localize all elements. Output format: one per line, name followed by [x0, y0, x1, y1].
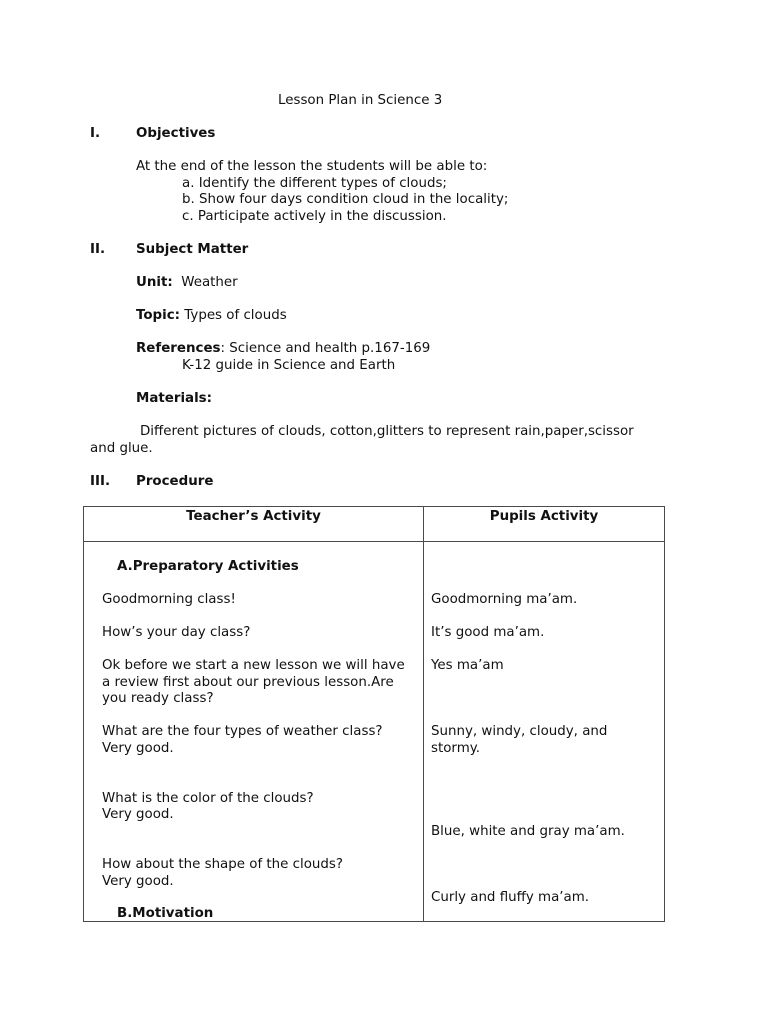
- teacher-line: Very good.: [102, 874, 174, 889]
- procedure-heading: Procedure: [136, 474, 214, 489]
- materials-line-2: and glue.: [90, 441, 153, 456]
- pupil-line: It’s good ma’am.: [431, 625, 545, 640]
- motivation-heading: B.Motivation: [117, 906, 214, 921]
- topic-value: Types of clouds: [184, 308, 287, 323]
- teacher-line: Goodmorning class!: [102, 592, 236, 607]
- topic-label: Topic:: [136, 308, 181, 323]
- pupil-line: stormy.: [431, 741, 481, 756]
- procedure-numeral: III.: [90, 474, 111, 489]
- references-line: [136, 340, 430, 357]
- subject-matter-numeral: II.: [90, 242, 106, 257]
- teacher-line: Very good.: [102, 741, 174, 756]
- teacher-line: you ready class?: [102, 691, 214, 706]
- pupil-line: Yes ma’am: [431, 658, 504, 673]
- topic-line: [136, 307, 287, 324]
- procedure-table: [83, 506, 665, 922]
- teacher-line: a review first about our previous lesson.Are: [102, 675, 394, 690]
- materials-label: Materials:: [136, 391, 212, 406]
- subject-matter-heading: Subject Matter: [136, 242, 249, 257]
- teacher-line: What is the color of the clouds?: [102, 791, 314, 806]
- unit-value: Weather: [181, 275, 238, 290]
- references-line-2: K-12 guide in Science and Earth: [182, 358, 396, 373]
- references-label: References: [136, 341, 221, 356]
- unit-label: Unit:: [136, 275, 173, 290]
- objectives-numeral: I.: [90, 126, 101, 141]
- table-header-divider: [84, 541, 664, 542]
- teacher-line: What are the four types of weather class?: [102, 724, 383, 739]
- references-value: : Science and health p.167-169: [220, 341, 431, 356]
- teacher-line: How’s your day class?: [102, 625, 251, 640]
- teacher-line: Very good.: [102, 807, 174, 822]
- page-title: Lesson Plan in Science 3: [278, 93, 443, 108]
- teacher-line: How about the shape of the clouds?: [102, 857, 343, 872]
- pupils-activity-header: Pupils Activity: [489, 509, 599, 524]
- objectives-heading: Objectives: [136, 126, 216, 141]
- objective-item: b. Show four days condition cloud in the locality;: [182, 192, 509, 207]
- pupil-line: Goodmorning ma’am.: [431, 592, 578, 607]
- objectives-intro: At the end of the lesson the students will be able to:: [136, 159, 488, 174]
- pupil-line: Blue, white and gray ma’am.: [431, 824, 625, 839]
- objective-item: a. Identify the different types of clouds;: [182, 176, 447, 191]
- unit-line: [136, 274, 238, 291]
- teacher-line: Ok before we start a new lesson we will have: [102, 658, 405, 673]
- teacher-activity-header: Teacher’s Activity: [186, 509, 321, 524]
- objective-item: c. Participate actively in the discussion.: [182, 209, 447, 224]
- pupil-line: Curly and fluffy ma’am.: [431, 890, 590, 905]
- preparatory-activities-heading: A.Preparatory Activities: [117, 559, 299, 574]
- table-column-divider: [423, 507, 424, 921]
- materials-line-1: Different pictures of clouds, cotton,glitters to represent rain,paper,scissor: [140, 424, 634, 439]
- pupil-line: Sunny, windy, cloudy, and: [431, 724, 608, 739]
